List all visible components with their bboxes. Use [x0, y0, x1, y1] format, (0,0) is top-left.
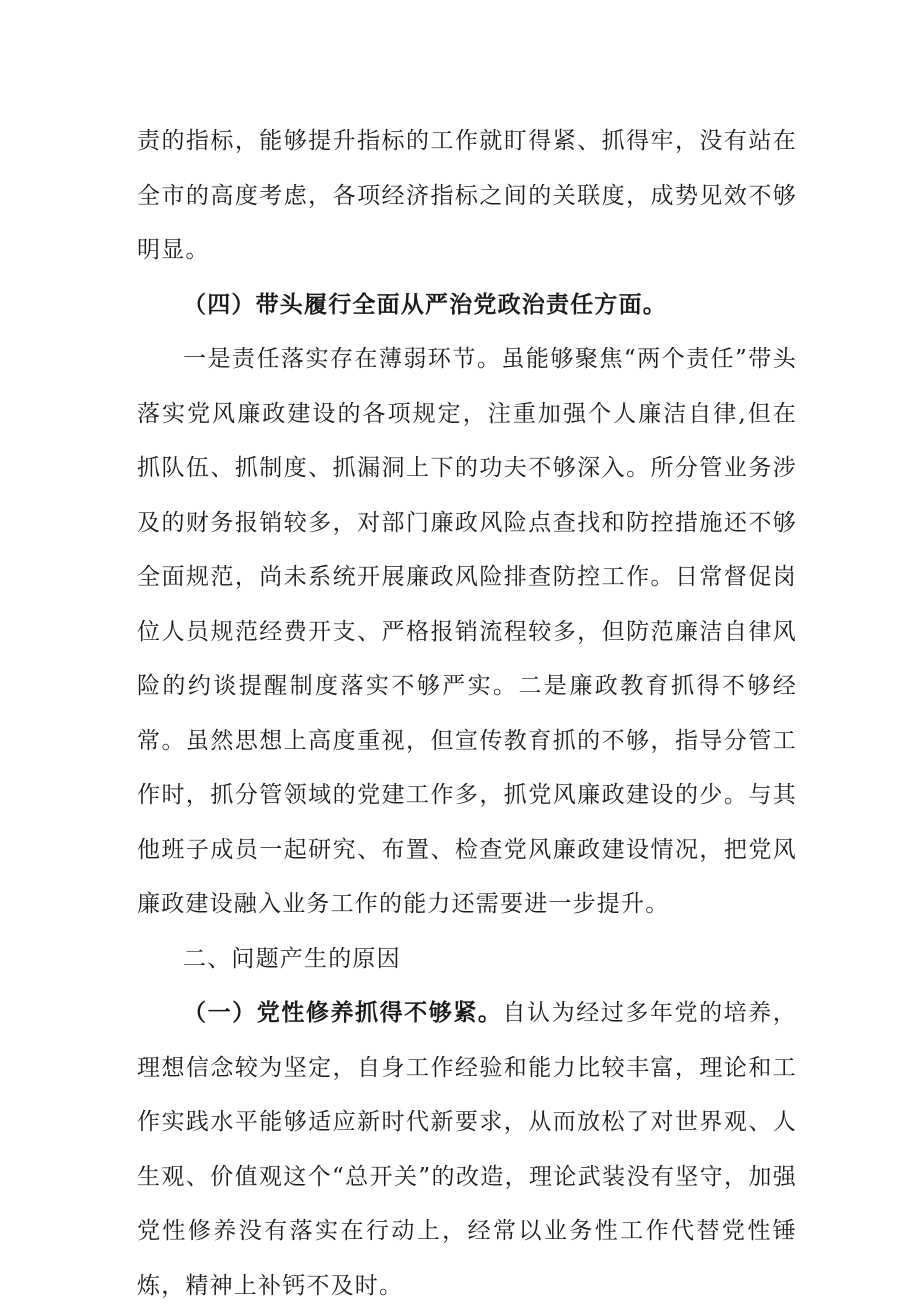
- paragraph-responsibility: 一是责任落实存在薄弱环节。虽能够聚焦“两个责任”带头落实党风廉政建设的各项规定，注重加强个人廉洁自律,但在抓队伍、抓制度、抓漏洞上下的功夫不够深入。所分管业务涉及的财务报销较多，对部门廉政风险点查找和防控措施还不够全面规范，尚未系统开展廉政风险排查防控工作。日常督促岗位人员规范经费开支、严格报销流程较多，但防范廉洁自律风险的约谈提醒制度落实不够严实。二是廉政教育抓得不够经常。虽然思想上高度重视，但宣传教育抓的不够，指导分管工作时，抓分管领域的党建工作多，抓党风廉政建设的少。与其他班子成员一起研究、布置、检查党风廉政建设情况，把党风廉政建设融入业务工作的能力还需要进一步提升。: [137, 346, 797, 917]
- section-title-causes: 二、问题产生的原因: [183, 945, 401, 972]
- document-body: [137, 114, 797, 1313]
- paragraph-cause-1: [137, 986, 797, 1313]
- cause-1-lead: （一）党性修养抓得不够紧。: [183, 1000, 503, 1026]
- heading-section-4: （四）带头履行全面从严治党政治责任方面。: [183, 291, 667, 318]
- cause-1-body: 自认为经过多年党的培养，理想信念较为坚定，自身工作经验和能力比较丰富，理论和工作实践水平能够适应新时代新要求，从而放松了对世界观、人生观、价值观这个“总开关”的改造，理论武装没有坚守，加强党性修养没有落实在行动上，经常以业务性工作代替党性锤炼，精神上补钙不及时。: [137, 1000, 797, 1299]
- continuation-paragraph: 责的指标，能够提升指标的工作就盯得紧、抓得牢，没有站在全市的高度考虑，各项经济指标之间的关联度，成势见效不够明显。: [137, 128, 797, 263]
